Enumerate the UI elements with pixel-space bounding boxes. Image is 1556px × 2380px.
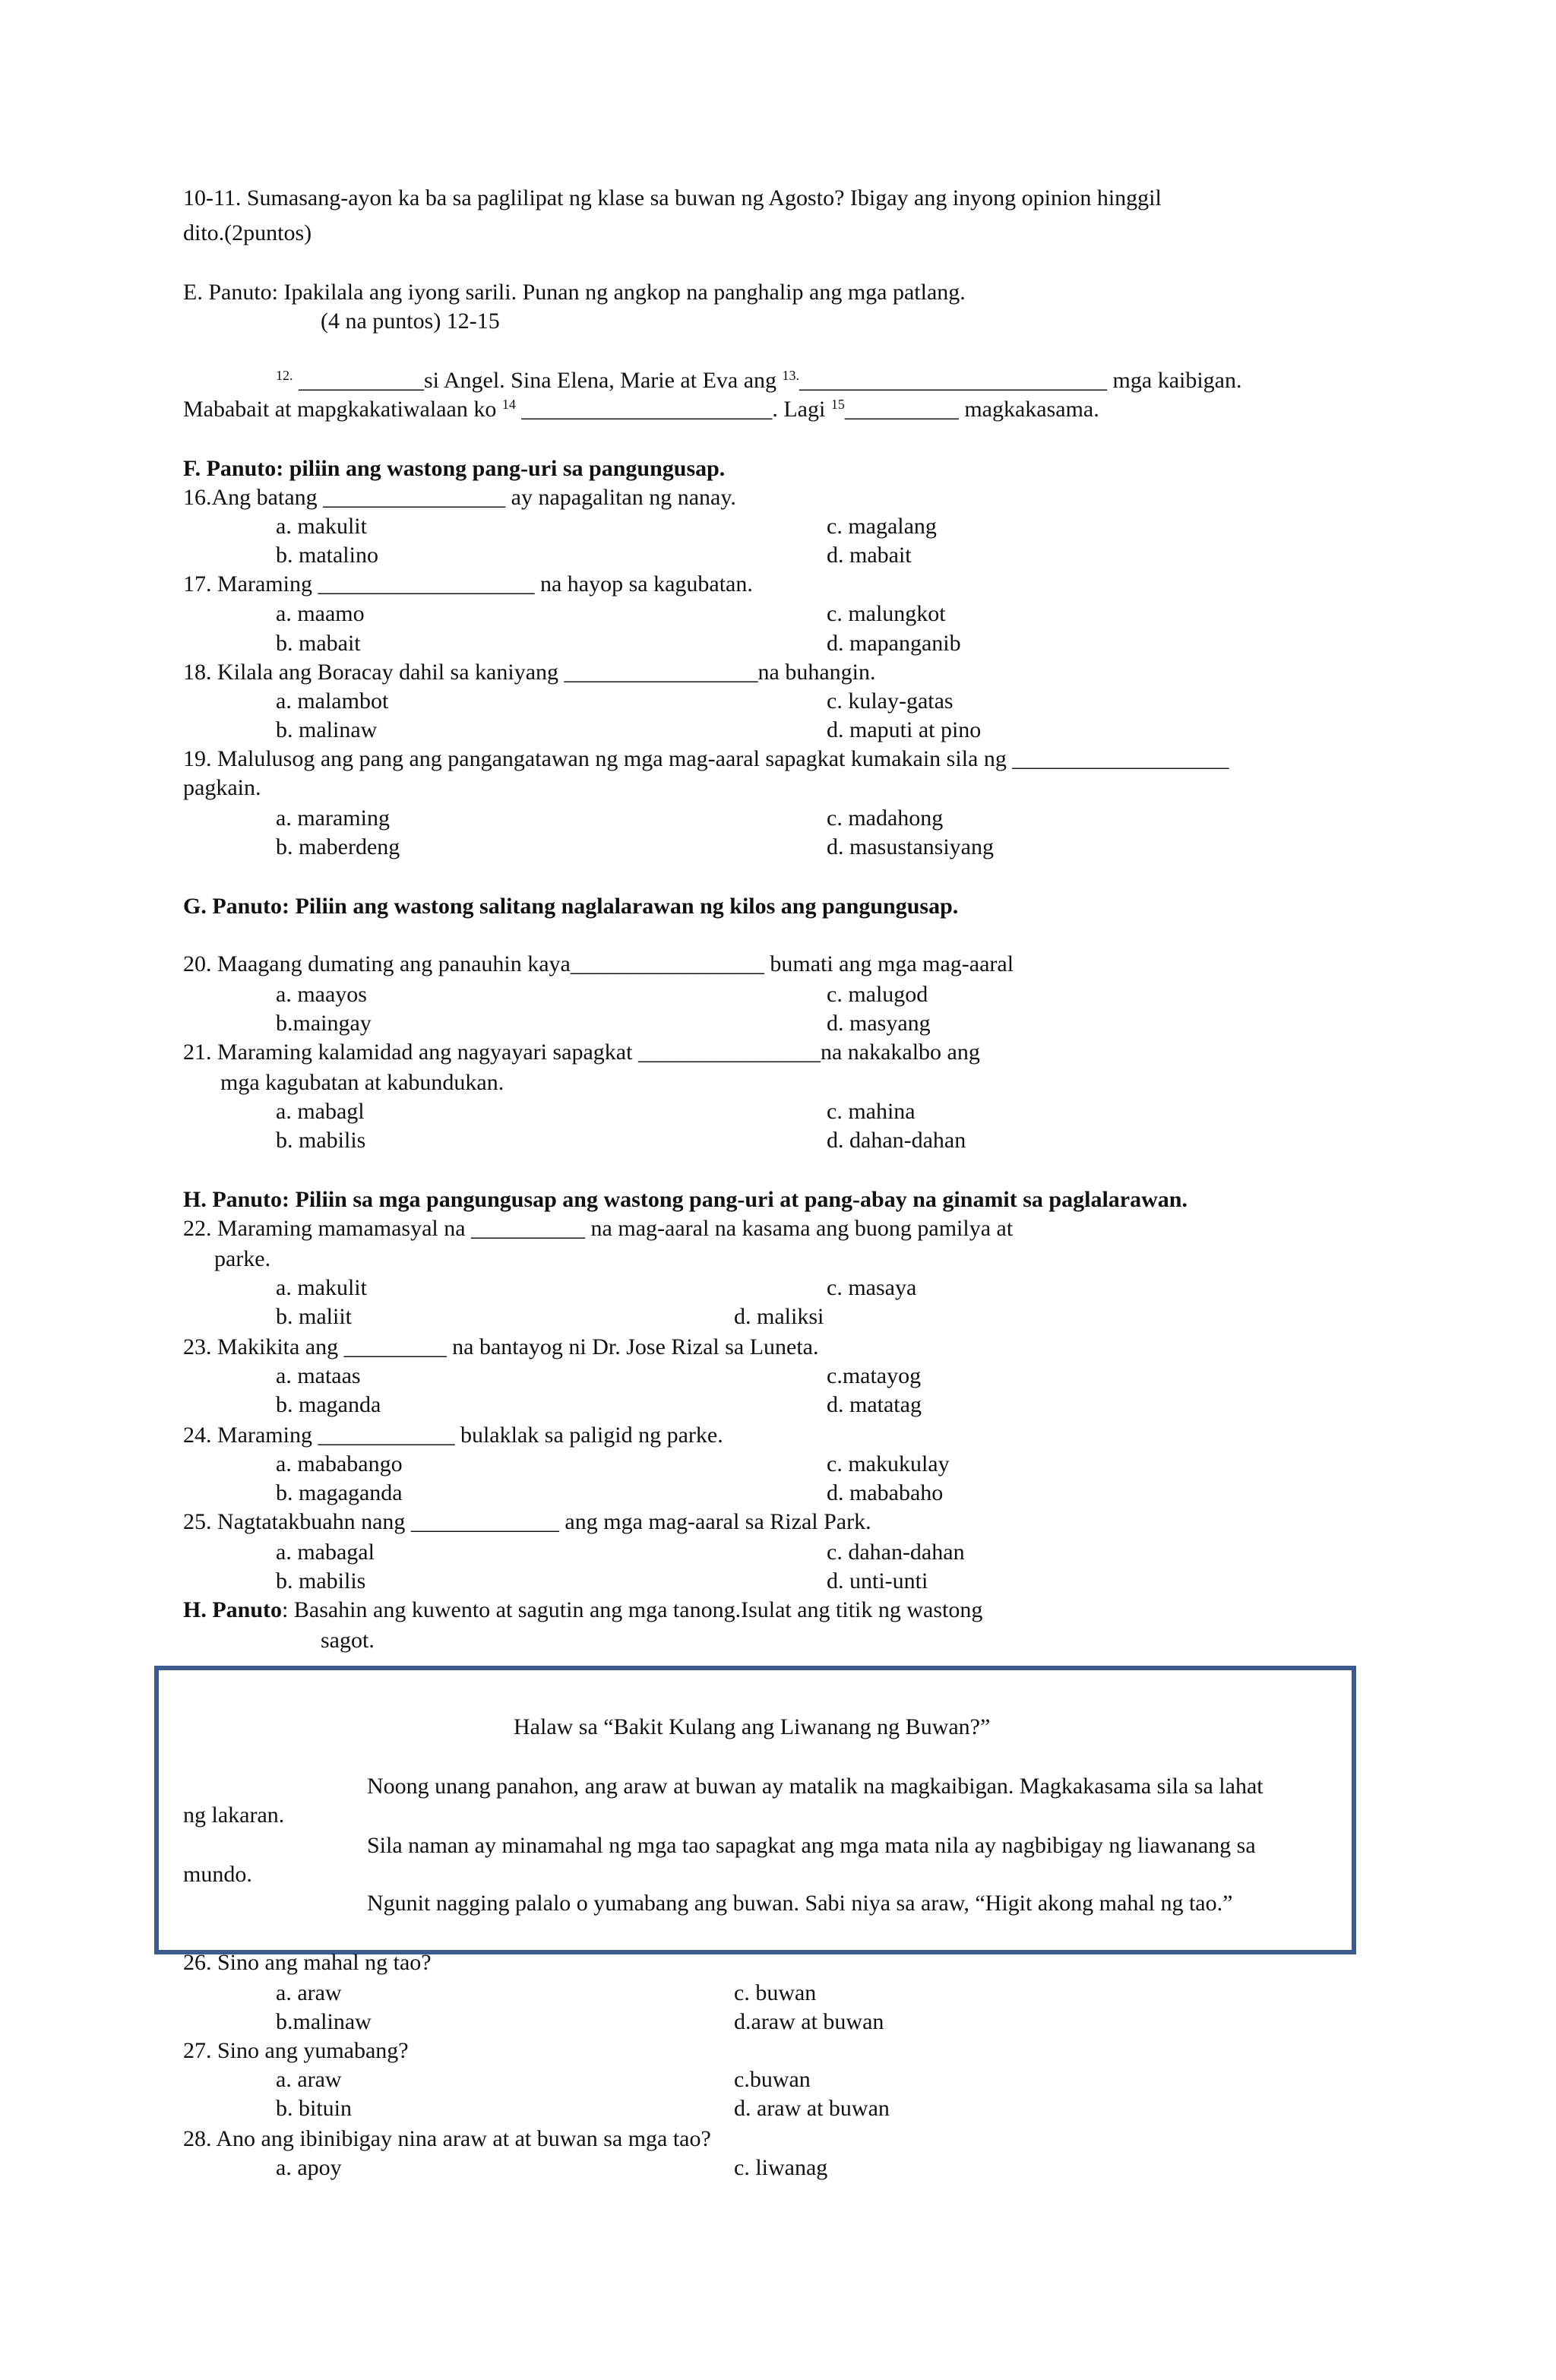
q27-option-d: d. araw at buwan xyxy=(734,2096,890,2121)
q26-option-b: b.malinaw xyxy=(276,2009,372,2034)
question-21-line1: 21. Maraming kalamidad ang nagyayari sapagkat ________________na nakakalbo ang xyxy=(183,1040,980,1065)
q27-option-a: a. araw xyxy=(276,2067,342,2092)
q26-option-c: c. buwan xyxy=(734,1980,817,2005)
q22-option-c: c. masaya xyxy=(827,1275,917,1300)
fill-line-1-text-b: ___________________________ mga kaibigan. xyxy=(799,368,1242,393)
section-e-points: (4 na puntos) 12-15 xyxy=(321,309,500,334)
section-h-reading-line2: sagot. xyxy=(321,1628,375,1653)
section-h-reading-text: : Basahin ang kuwento at sagutin ang mga tanong.Isulat ang titik ng wastong xyxy=(282,1597,983,1622)
q23-option-d: d. matatag xyxy=(827,1392,922,1417)
q19-option-d: d. masustansiyang xyxy=(827,834,994,859)
q17-option-d: d. mapanganib xyxy=(827,631,961,656)
section-h-reading-instruction xyxy=(183,1596,982,1625)
q21-option-d: d. dahan-dahan xyxy=(827,1128,966,1153)
q18-option-c: c. kulay-gatas xyxy=(827,688,954,714)
fill-line-2-text-a: Mababait at mapgkakatiwalaan ko xyxy=(183,397,502,422)
q10-11-line1: 10-11. Sumasang-ayon ka ba sa paglilipat ng klase sa buwan ng Agosto? Ibigay ang inyong opinion hinggil xyxy=(183,185,1162,210)
q16-option-b: b. matalino xyxy=(276,543,378,568)
q20-option-c: c. malugod xyxy=(827,982,928,1007)
q17-option-b: b. mabait xyxy=(276,631,361,656)
question-21-line2: mga kagubatan at kabundukan. xyxy=(220,1070,504,1095)
q22-option-a: a. makulit xyxy=(276,1275,367,1300)
q24-option-d: d. mababaho xyxy=(827,1480,944,1505)
question-25: 25. Nagtatakbuahn nang _____________ ang mga mag-aaral sa Rizal Park. xyxy=(183,1509,871,1534)
story-title: Halaw sa “Bakit Kulang ang Liwanang ng Buwan?” xyxy=(514,1714,991,1739)
q23-option-a: a. mataas xyxy=(276,1363,361,1388)
question-18: 18. Kilala ang Boracay dahil sa kaniyang _________________na buhangin. xyxy=(183,660,876,685)
question-28: 28. Ano ang ibinibigay nina araw at at buwan sa mga tao? xyxy=(183,2126,711,2151)
q26-option-d: d.araw at buwan xyxy=(734,2009,884,2034)
fill-line-1 xyxy=(276,366,1242,395)
q24-option-b: b. magaganda xyxy=(276,1480,403,1505)
q27-option-b: b. bituin xyxy=(276,2096,353,2121)
question-26: 26. Sino ang mahal ng tao? xyxy=(183,1950,432,1975)
fill-line-1-text-a: ___________si Angel. Sina Elena, Marie at Eva ang xyxy=(293,368,783,393)
q28-option-a: a. apoy xyxy=(276,2155,342,2180)
section-g-title: G. Panuto: Piliin ang wastong salitang naglalarawan ng kilos ang pangungusap. xyxy=(183,894,959,919)
q19-option-a: a. maraming xyxy=(276,805,390,831)
q17-option-a: a. maamo xyxy=(276,601,365,626)
q18-option-b: b. malinaw xyxy=(276,717,378,742)
q21-option-a: a. mabagl xyxy=(276,1099,365,1124)
q20-option-a: a. maayos xyxy=(276,982,367,1007)
q17-option-c: c. malungkot xyxy=(827,601,946,626)
story-paragraph-1-line2: ng lakaran. xyxy=(183,1802,285,1828)
sup-14: 14 xyxy=(501,397,516,412)
q10-11-line2: dito.(2puntos) xyxy=(183,220,312,245)
q19-option-b: b. maberdeng xyxy=(276,834,400,859)
q21-option-b: b. mabilis xyxy=(276,1128,366,1153)
q20-option-b: b.maingay xyxy=(276,1011,372,1036)
q23-option-b: b. maganda xyxy=(276,1392,381,1417)
section-h-title: H. Panuto: Piliin sa mga pangungusap ang wastong pang-uri at pang-abay na ginamit sa paglalarawan. xyxy=(183,1187,1188,1212)
q26-option-a: a. araw xyxy=(276,1980,342,2005)
question-19-line2: pagkain. xyxy=(183,775,261,800)
q25-option-b: b. mabilis xyxy=(276,1568,366,1594)
q21-option-c: c. mahina xyxy=(827,1099,916,1124)
q16-option-c: c. magalang xyxy=(827,514,937,539)
sup-13: 13. xyxy=(782,368,800,383)
question-16: 16.Ang batang ________________ ay napagalitan ng nanay. xyxy=(183,485,736,510)
question-24: 24. Maraming ____________ bulaklak sa paligid ng parke. xyxy=(183,1423,723,1448)
question-20: 20. Maagang dumating ang panauhin kaya_________________ bumati ang mga mag-aaral xyxy=(183,951,1014,976)
q25-option-c: c. dahan-dahan xyxy=(827,1540,965,1565)
q20-option-d: d. masyang xyxy=(827,1011,931,1036)
sup-15: 15 xyxy=(830,397,845,412)
q23-option-c: c.matayog xyxy=(827,1363,922,1388)
q22-option-d: d. maliksi xyxy=(734,1304,824,1329)
q18-option-d: d. maputi at pino xyxy=(827,717,982,742)
section-e-instruction: E. Panuto: Ipakilala ang iyong sarili. Punan ng angkop na panghalip ang mga patlang. xyxy=(183,280,966,305)
q25-option-a: a. mabagal xyxy=(276,1540,375,1565)
q16-option-d: d. mabait xyxy=(827,543,912,568)
question-17: 17. Maraming ___________________ na hayop sa kagubatan. xyxy=(183,571,753,597)
fill-line-2 xyxy=(183,395,1099,424)
question-22-line1: 22. Maraming mamamasyal na __________ na mag-aaral na kasama ang buong pamilya at xyxy=(183,1216,1014,1241)
question-27: 27. Sino ang yumabang? xyxy=(183,2038,409,2063)
question-19-line1: 19. Malulusog ang pang ang pangangatawan ng mga mag-aaral sapagkat kumakain sila ng ___________________ xyxy=(183,746,1229,771)
q27-option-c: c.buwan xyxy=(734,2067,811,2092)
question-22-line2: parke. xyxy=(214,1246,271,1271)
section-f-title: F. Panuto: piliin ang wastong pang-uri sa pangungusap. xyxy=(183,456,726,481)
q25-option-d: d. unti-unti xyxy=(827,1568,928,1594)
section-h-reading-label: H. Panuto xyxy=(183,1597,283,1622)
story-paragraph-2-line1: Sila naman ay minamahal ng mga tao sapagkat ang mga mata nila ay nagbibigay ng liawanang sa xyxy=(367,1833,1256,1858)
q19-option-c: c. madahong xyxy=(827,805,944,831)
sup-12: 12. xyxy=(276,368,293,383)
q22-option-b: b. maliit xyxy=(276,1304,352,1329)
fill-line-2-text-b: ______________________. Lagi xyxy=(515,397,831,422)
question-23: 23. Makikita ang _________ na bantayog ni Dr. Jose Rizal sa Luneta. xyxy=(183,1334,819,1359)
q28-option-c: c. liwanag xyxy=(734,2155,828,2180)
q24-option-a: a. mababango xyxy=(276,1451,403,1476)
fill-line-2-text-c: __________ magkakasama. xyxy=(844,397,1099,422)
story-paragraph-2-line2: mundo. xyxy=(183,1862,252,1887)
q24-option-c: c. makukulay xyxy=(827,1451,950,1476)
story-paragraph-1-line1: Noong unang panahon, ang araw at buwan ay matalik na magkaibigan. Magkakasama sila sa lahat xyxy=(367,1774,1263,1799)
q18-option-a: a. malambot xyxy=(276,688,389,714)
story-paragraph-3-line1: Ngunit nagging palalo o yumabang ang buwan. Sabi niya sa araw, “Higit akong mahal ng tao.” xyxy=(367,1891,1233,1916)
q16-option-a: a. makulit xyxy=(276,514,367,539)
